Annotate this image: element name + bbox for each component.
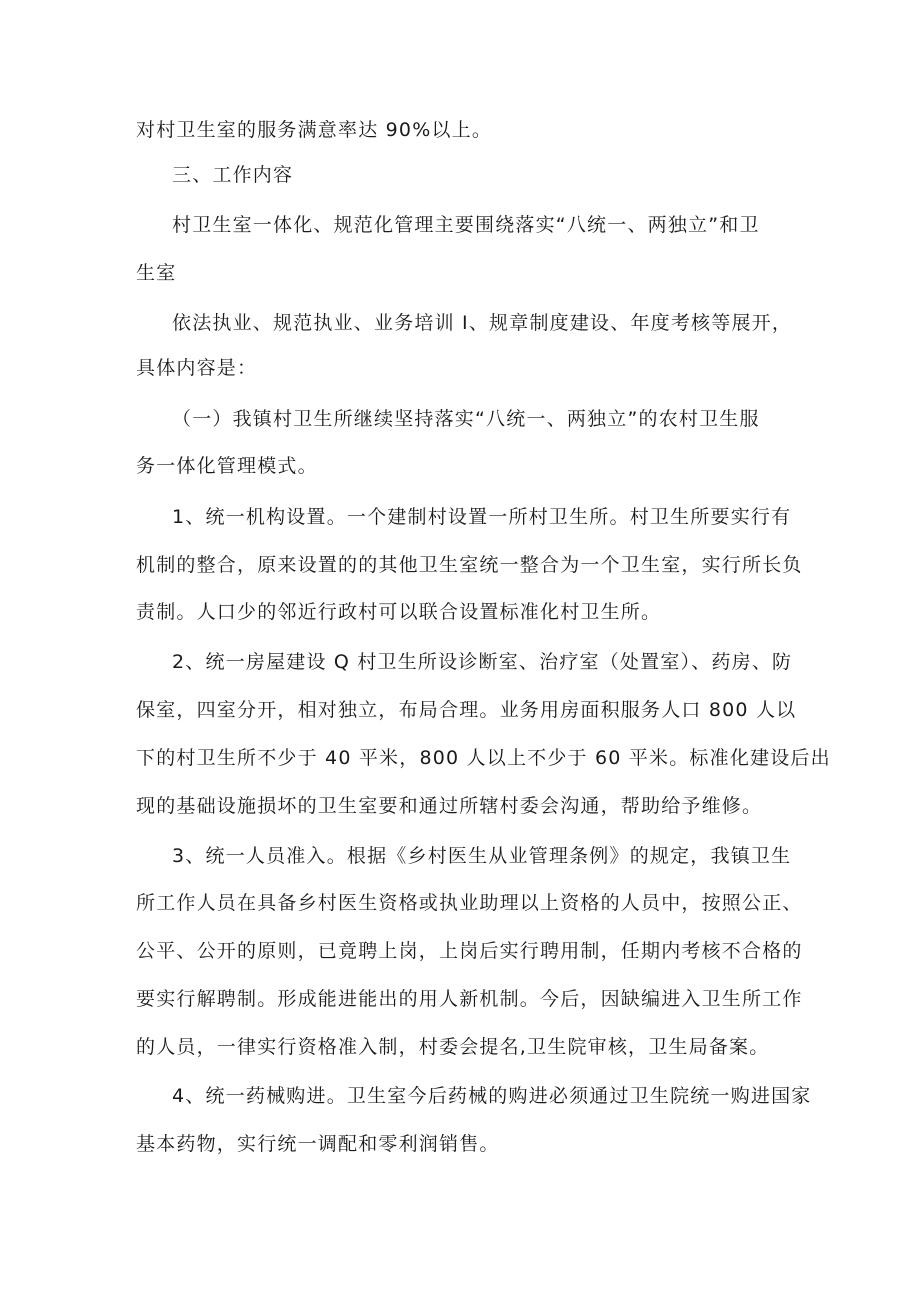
text-line: 机制的整合，原来设置的的其他卫生室统一整合为一个卫生室，实行所长负 <box>136 554 803 576</box>
text-line: 所工作人员在具备乡村医生资格或执业助理以上资格的人员中，按照公正、 <box>136 892 803 914</box>
text-line: 具体内容是： <box>136 357 258 379</box>
text-line: 下的村卫生所不少于 40 平米，800 人以上不少于 60 平米。标准化建设后出 <box>136 747 831 769</box>
text-line: 村卫生室一体化、规范化管理主要围绕落实“八统一、两独立”和卫 <box>172 214 760 236</box>
text-line: 1、统一机构设置。一个建制村设置一所村卫生所。村卫生所要实行有 <box>172 506 792 528</box>
text-line: 务一体化管理模式。 <box>136 455 318 477</box>
text-line: 生室 <box>136 262 177 284</box>
text-line: 基本药物，实行统一调配和零利润销售。 <box>136 1133 500 1155</box>
text-line: 2、统一房屋建设 Q 村卫生所设诊断室、治疗室（处置室）、药房、防 <box>172 651 793 673</box>
text-line: 公平、公开的原则，已竟聘上岗，上岗后实行聘用制，任期内考核不合格的 <box>136 940 803 962</box>
section-heading: 三、工作内容 <box>172 164 294 186</box>
text-line: 要实行解聘制。形成能进能出的用人新机制。今后，因缺编进入卫生所工作 <box>136 988 803 1010</box>
text-line: 现的基础设施损坏的卫生室要和通过所辖村委会沟通，帮助给予维修。 <box>136 795 763 817</box>
text-line: 责制。人口少的邻近行政村可以联合设置标准化村卫生所。 <box>136 601 662 623</box>
text-line: 4、统一药械购进。卫生室今后药械的购进必须通过卫生院统一购进国家 <box>172 1085 812 1107</box>
text-line: 对村卫生室的服务满意率达 90%以上。 <box>136 119 493 141</box>
text-line: 保室，四室分开，相对独立，布局合理。业务用房面积服务人口 800 人以 <box>136 699 797 721</box>
text-line: 依法执业、规范执业、业务培训 I、规章制度建设、年度考核等展开， <box>172 312 793 334</box>
text-line: 3、统一人员准入。根据《乡村医生从业管理条例》的规定，我镇卫生 <box>172 845 792 867</box>
subsection-heading: （一）我镇村卫生所继续坚持落实“八统一、两独立”的农村卫生服 <box>172 408 760 430</box>
text-line: 的人员，一律实行资格准入制，村委会提名,卫生院审核，卫生局备案。 <box>136 1036 770 1058</box>
